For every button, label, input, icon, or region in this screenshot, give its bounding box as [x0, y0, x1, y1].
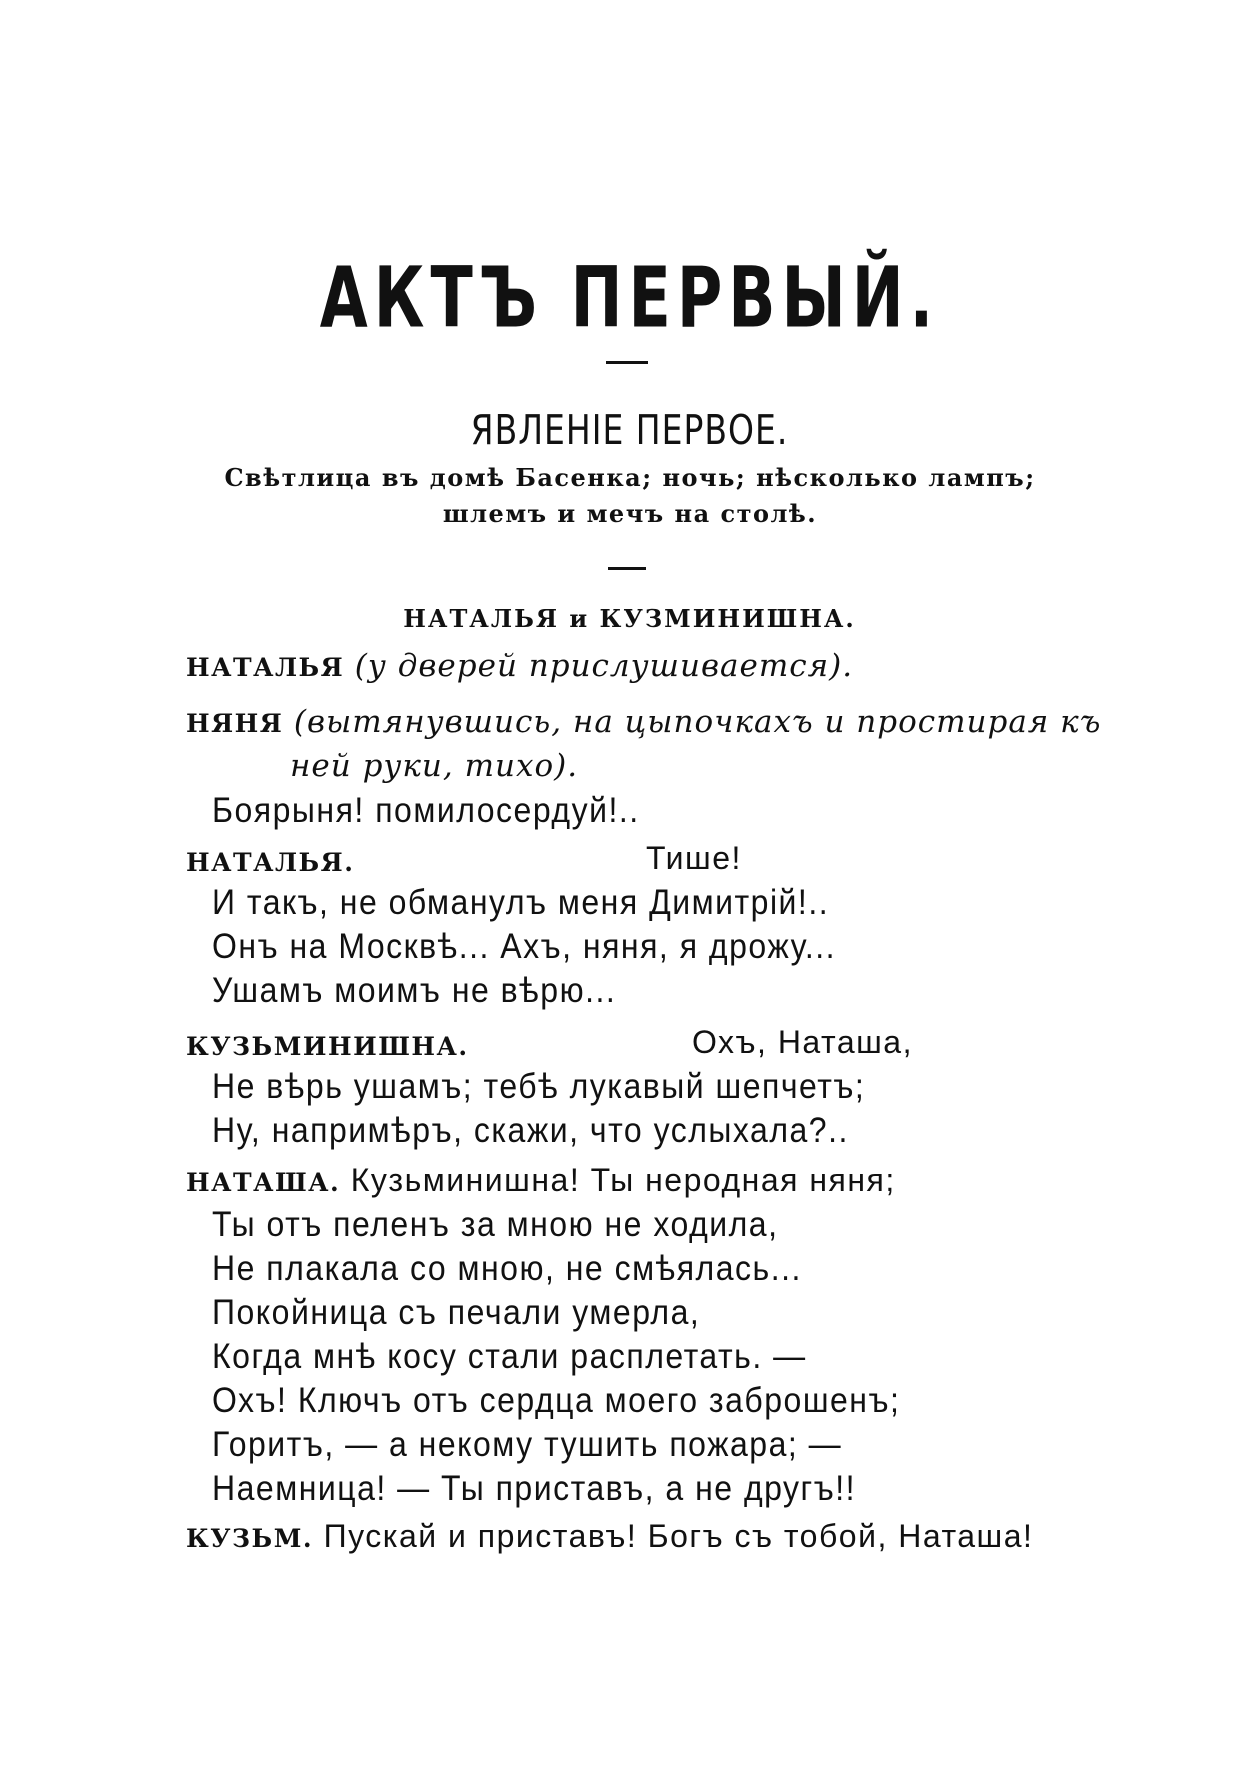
- dialogue-line: [186, 1028, 469, 1063]
- verse-line: Боярыня! помилосердуй!..: [212, 790, 640, 830]
- dialogue-line: [186, 704, 1101, 740]
- characters-heading: НАТАЛЬЯ и КУЗМИНИШНА.: [403, 604, 856, 633]
- verse-line: Ушамъ моимъ не вѣрю...: [212, 970, 617, 1010]
- setting-line-2: шлемъ и мечъ на столѣ.: [442, 499, 818, 528]
- dialogue-line: [186, 648, 853, 684]
- speaker-name: НЯНЯ: [186, 709, 284, 738]
- verse-line: И такъ, не обманулъ меня Димитрій!..: [212, 882, 830, 922]
- verse-line: Тише!: [646, 840, 742, 876]
- speaker-name: КУЗЬМИНИШНА.: [186, 1032, 469, 1061]
- speaker-name: НАТАЛЬЯ.: [186, 848, 355, 877]
- verse-line: Онъ на Москвѣ... Ахъ, няня, я дрожу...: [212, 926, 837, 966]
- verse-line: Когда мнѣ косу стали расплетать. —: [212, 1336, 807, 1376]
- separator-dash: [606, 361, 648, 364]
- dialogue-line: [186, 844, 354, 879]
- verse-line: Охъ, Наташа,: [692, 1024, 913, 1060]
- verse-text: Пускай и приставъ! Богъ съ тобой, Наташа!: [323, 1518, 1034, 1554]
- separator-dash: [608, 567, 646, 570]
- scene-title: ЯВЛЕНІЕ ПЕРВОЕ.: [470, 405, 789, 454]
- verse-line: Не плакала со мною, не смѣялась...: [212, 1248, 802, 1288]
- verse-line: Покойница съ печали умерла,: [212, 1292, 701, 1332]
- stage-direction: (у дверей прислушивается).: [354, 648, 854, 684]
- dialogue-line: [290, 748, 578, 784]
- dialogue-line: [186, 1162, 896, 1199]
- speaker-name: КУЗЬМ.: [186, 1524, 314, 1553]
- stage-direction: ней руки, тихо).: [290, 748, 579, 784]
- setting-line-1: Свѣтлица въ домѣ Басенка; ночь; нѣсколько лампъ;: [224, 463, 1036, 492]
- stage-direction: (вытянувшись, на цыпочкахъ и простирая къ: [293, 704, 1102, 740]
- verse-line: Не вѣрь ушамъ; тебѣ лукавый шепчетъ;: [212, 1066, 866, 1106]
- verse-line: Охъ! Ключъ отъ сердца моего заброшенъ;: [212, 1380, 901, 1420]
- verse-line: Ты отъ пеленъ за мною не ходила,: [212, 1204, 779, 1244]
- verse-text: Кузьминишна! Ты неродная няня;: [350, 1162, 896, 1198]
- speaker-name: НАТАЛЬЯ: [186, 653, 345, 682]
- speaker-name: НАТАША.: [186, 1168, 341, 1197]
- verse-line: Наемница! — Ты приставъ, а не другъ!!: [212, 1468, 856, 1508]
- verse-line: Ну, напримѣръ, скажи, что услыхала?..: [212, 1110, 849, 1150]
- verse-line: Горитъ, — а некому тушить пожара; —: [212, 1424, 843, 1464]
- dialogue-line: [186, 1518, 1033, 1555]
- act-title: АКТЪ ПЕРВЫЙ.: [319, 248, 940, 347]
- stage-setting: [180, 460, 1080, 532]
